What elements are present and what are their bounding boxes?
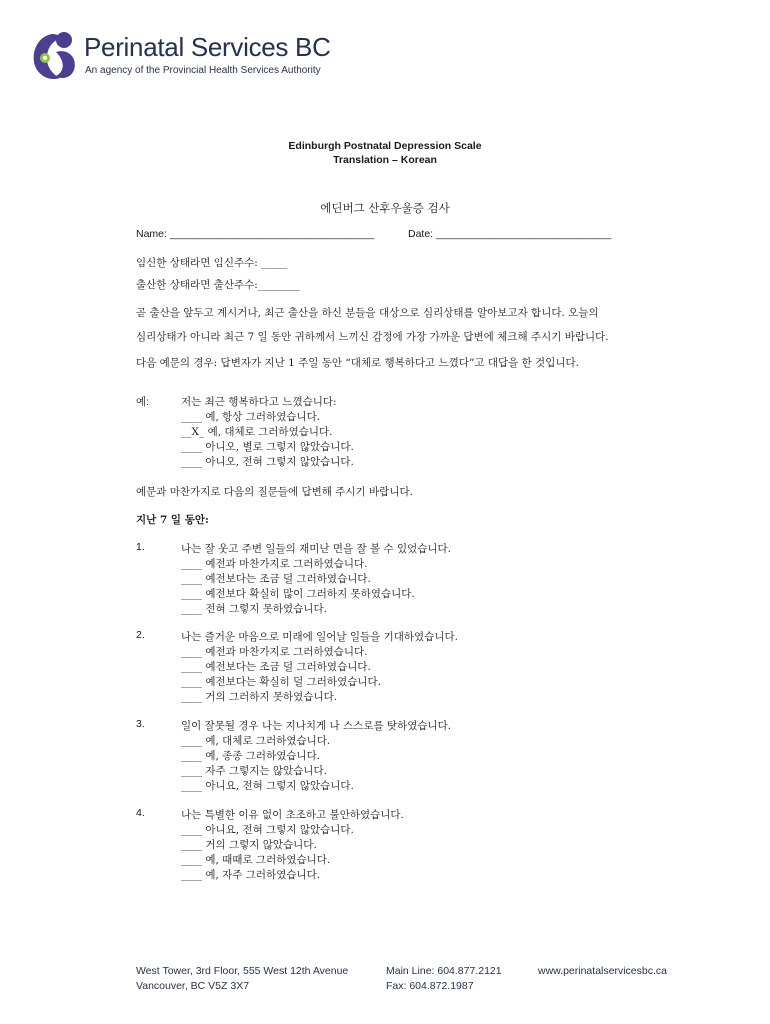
answer-option[interactable]: ____ 예전보다는 조금 덜 그러하였습니다. bbox=[181, 661, 371, 673]
section-heading: 지난 7 일 동안: bbox=[136, 514, 209, 526]
footer-address bbox=[136, 964, 348, 994]
answer-option[interactable]: ____ 아니요, 전혀 그렇지 않았습니다. bbox=[181, 824, 354, 836]
footer-website[interactable] bbox=[538, 964, 667, 979]
instruction-text: 예문과 마찬가지로 다음의 질문들에 답변해 주시기 바랍니다. bbox=[136, 486, 413, 498]
perinatal-logo-icon bbox=[30, 28, 80, 84]
answer-option[interactable]: ____ 예, 때때로 그러하였습니다. bbox=[181, 854, 331, 866]
date-blank[interactable]: ______________________________ bbox=[436, 228, 612, 240]
postpartum-weeks-line[interactable]: 출산한 상태라면 출산주수:________ bbox=[136, 279, 300, 291]
org-tagline: An agency of the Provincial Health Services Authority bbox=[85, 65, 321, 76]
answer-option[interactable]: ____ 예, 대체로 그러하였습니다. bbox=[181, 735, 331, 747]
example-question: 저는 최근 행복하다고 느꼈습니다: bbox=[181, 396, 337, 408]
fax-number: Fax: 604.872.1987 bbox=[386, 980, 474, 992]
answer-option[interactable]: ____ 예전보다는 확실히 덜 그러하였습니다. bbox=[181, 676, 381, 688]
example-option: __X_ 예, 대체로 그러하였습니다. bbox=[181, 426, 333, 438]
name-label: Name: bbox=[136, 228, 167, 240]
address-line-1: West Tower, 3rd Floor, 555 West 12th Avenue bbox=[136, 965, 349, 977]
question-text: 일이 잘못될 경우 나는 지나치게 나 스스로를 탓하였습니다. bbox=[181, 720, 452, 732]
name-blank[interactable]: ___________________________________ bbox=[169, 228, 375, 240]
example-option: ____ 아니오, 별로 그렇지 않았습니다. bbox=[181, 441, 354, 453]
question-number: 1. bbox=[136, 541, 145, 553]
question-text: 나는 특별한 이유 없이 초조하고 불안하였습니다. bbox=[181, 809, 404, 821]
date-label: Date: bbox=[408, 228, 434, 240]
answer-option[interactable]: ____ 예전과 마찬가지로 그러하였습니다. bbox=[181, 558, 368, 570]
document-title: Edinburgh Postnatal Depression Scale bbox=[288, 140, 482, 152]
date-field[interactable] bbox=[408, 228, 611, 240]
example-option: ____ 예, 항상 그러하였습니다. bbox=[181, 411, 321, 423]
document-subtitle: Translation – Korean bbox=[333, 154, 437, 166]
intro-line-2: 심리상태가 아니라 최근 7 일 동안 귀하께서 느끼신 감정에 가장 가까운 답변에 체크해 주시기 바랍니다. bbox=[136, 331, 609, 343]
korean-title: 에딘버그 산후우울증 검사 bbox=[320, 201, 450, 215]
intro-line-1: 곧 출산을 앞두고 계시거나, 최근 출산을 하신 분들을 대상으로 심리상태를 알아보고자 합니다. 오늘의 bbox=[136, 307, 599, 319]
pregnancy-weeks-line[interactable]: 임신한 상태라면 임신주수: _____ bbox=[136, 257, 288, 269]
answer-option[interactable]: ____ 거의 그렇지 않았습니다. bbox=[181, 839, 317, 851]
address-line-2: Vancouver, BC V5Z 3X7 bbox=[136, 980, 250, 992]
answer-option[interactable]: ____ 예전과 마찬가지로 그러하였습니다. bbox=[181, 646, 368, 658]
org-name: Perinatal Services BC bbox=[84, 32, 331, 62]
question-text: 나는 즐거운 마음으로 미래에 일어날 일들을 기대하였습니다. bbox=[181, 631, 458, 643]
answer-option[interactable]: ____ 자주 그렇지는 않았습니다. bbox=[181, 765, 327, 777]
question-number: 2. bbox=[136, 629, 145, 641]
question-number: 4. bbox=[136, 807, 145, 819]
footer-phones bbox=[386, 964, 502, 994]
answer-option[interactable]: ____ 예, 자주 그러하였습니다. bbox=[181, 869, 321, 881]
question-number: 3. bbox=[136, 718, 145, 730]
answer-option[interactable]: ____ 예전보다는 조금 덜 그러하였습니다. bbox=[181, 573, 371, 585]
main-phone: Main Line: 604.877.2121 bbox=[386, 965, 502, 977]
website-link[interactable]: www.perinatalservicesbc.ca bbox=[538, 965, 667, 977]
example-option: ____ 아니오, 전혀 그렇지 않았습니다. bbox=[181, 456, 354, 468]
question-text: 나는 잘 웃고 주변 일들의 재미난 면을 잘 볼 수 있었습니다. bbox=[181, 543, 452, 555]
name-field[interactable] bbox=[136, 228, 374, 240]
intro-line-3: 다음 예문의 경우: 답변자가 지난 1 주일 동안 “대체로 행복하다고 느꼈다”고 대답을 한 것입니다. bbox=[136, 357, 579, 369]
answer-option[interactable]: ____ 예전보다 확실히 많이 그러하지 못하였습니다. bbox=[181, 588, 415, 600]
answer-option[interactable]: ____ 아니요, 전혀 그렇지 않았습니다. bbox=[181, 780, 354, 792]
answer-option[interactable]: ____ 거의 그러하지 못하였습니다. bbox=[181, 691, 338, 703]
example-label: 예: bbox=[136, 396, 150, 408]
answer-option[interactable]: ____ 전혀 그렇지 못하였습니다. bbox=[181, 603, 327, 615]
answer-option[interactable]: ____ 예, 종종 그러하였습니다. bbox=[181, 750, 321, 762]
